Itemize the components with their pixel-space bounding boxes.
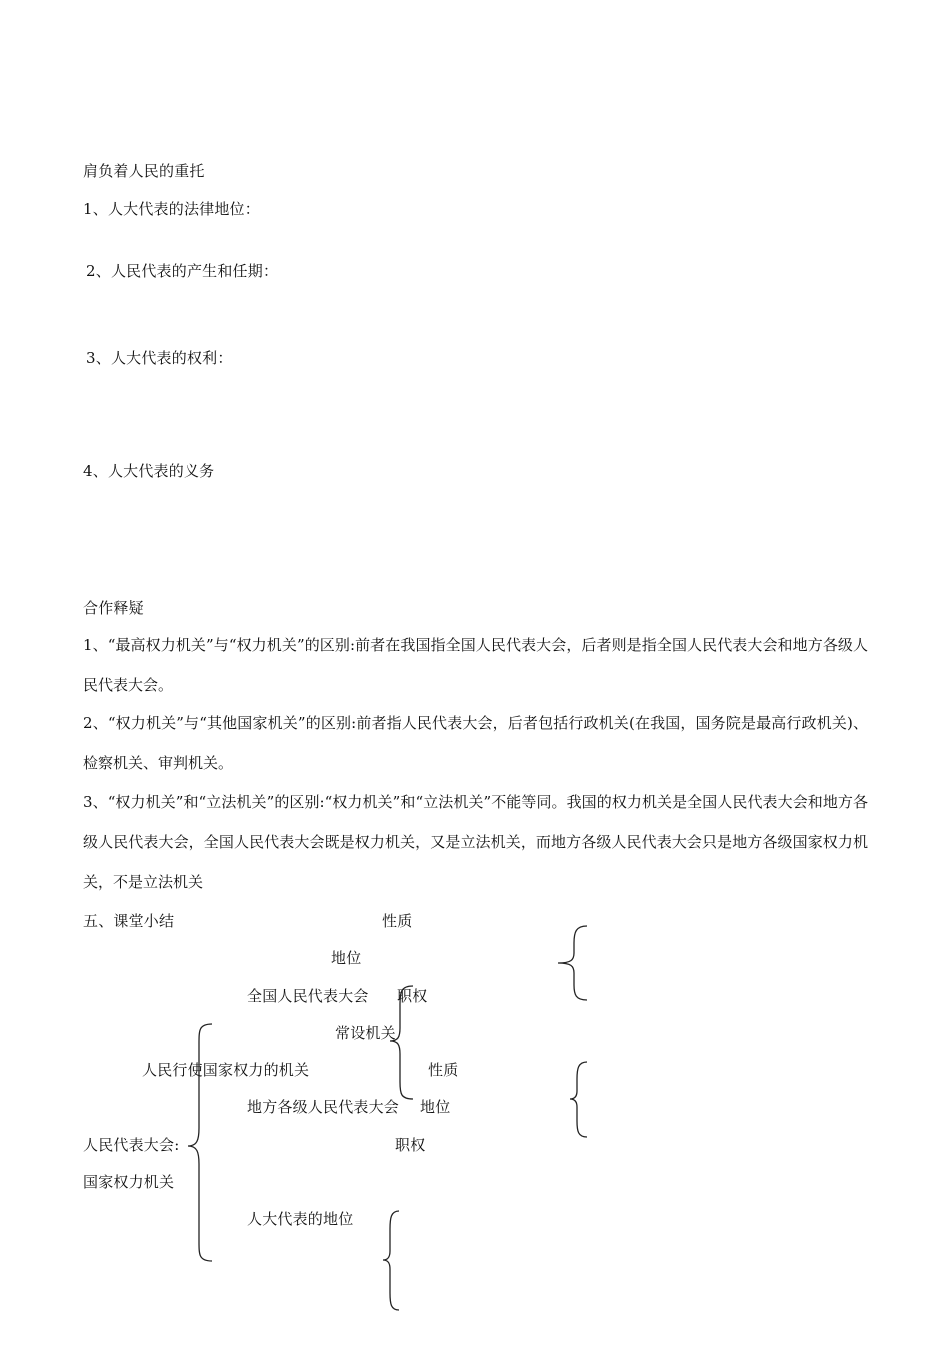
deputy-brace <box>383 1211 399 1310</box>
item-duties: 4、人大代表的义务 <box>83 462 215 480</box>
npc-status-label: 地位 <box>331 949 362 967</box>
item-election-term: 2、人民代表的产生和任期： <box>86 262 279 280</box>
npc-powers-label: 职权 <box>397 987 428 1005</box>
npc-standing-label: 常设机关 <box>335 1024 396 1042</box>
item-rights: 3、人大代表的权利： <box>86 349 233 367</box>
local-powers-label: 职权 <box>395 1136 426 1154</box>
branch-organ-label: 人民行使国家权力的机关 <box>142 1061 310 1079</box>
npc-nature-label: 性质 <box>382 912 413 930</box>
local-nature-label: 性质 <box>428 1061 459 1079</box>
cooperation-paragraph-1: 1、“最高权力机关”与“权力机关”的区别:前者在我国指全国人民代表大会，后者则是指全国人民代表大会和地方各级人民代表大会。 <box>83 636 868 694</box>
section-title: 肩负着人民的重托 <box>83 162 205 180</box>
root-label-line2: 国家权力机关 <box>83 1173 175 1191</box>
cooperation-paragraph-2: 2、“权力机关”与“其他国家机关”的区别:前者指人民代表大会，后者包括行政机关(在我国，国务院是最高行政机关)、检察机关、审判机关。 <box>83 714 868 772</box>
local-status-label: 地位 <box>420 1098 451 1116</box>
npc-label: 全国人民代表大会 <box>247 987 369 1005</box>
summary-heading: 五、课堂小结 <box>83 912 175 930</box>
local-props-brace <box>570 1062 587 1137</box>
deputy-status-label: 人大代表的地位 <box>247 1210 354 1228</box>
cooperation-paragraph-3: 3、“权力机关”和“立法机关”的区别:“权力机关”和“立法机关”不能等同。我国的权力机关是全国人民代表大会和地方各级人民代表大会，全国人民代表大会既是权力机关，又是立法机关，而地方各级人民代表大会只是地方各级国家权力机关，不是立法机关 <box>83 793 868 891</box>
cooperation-heading: 合作释疑 <box>83 599 144 617</box>
local-label: 地方各级人民代表大会 <box>247 1098 400 1116</box>
npc-props-brace <box>558 926 587 1000</box>
root-label-line1: 人民代表大会: <box>83 1136 180 1154</box>
item-legal-status: 1、人大代表的法律地位： <box>83 200 260 218</box>
